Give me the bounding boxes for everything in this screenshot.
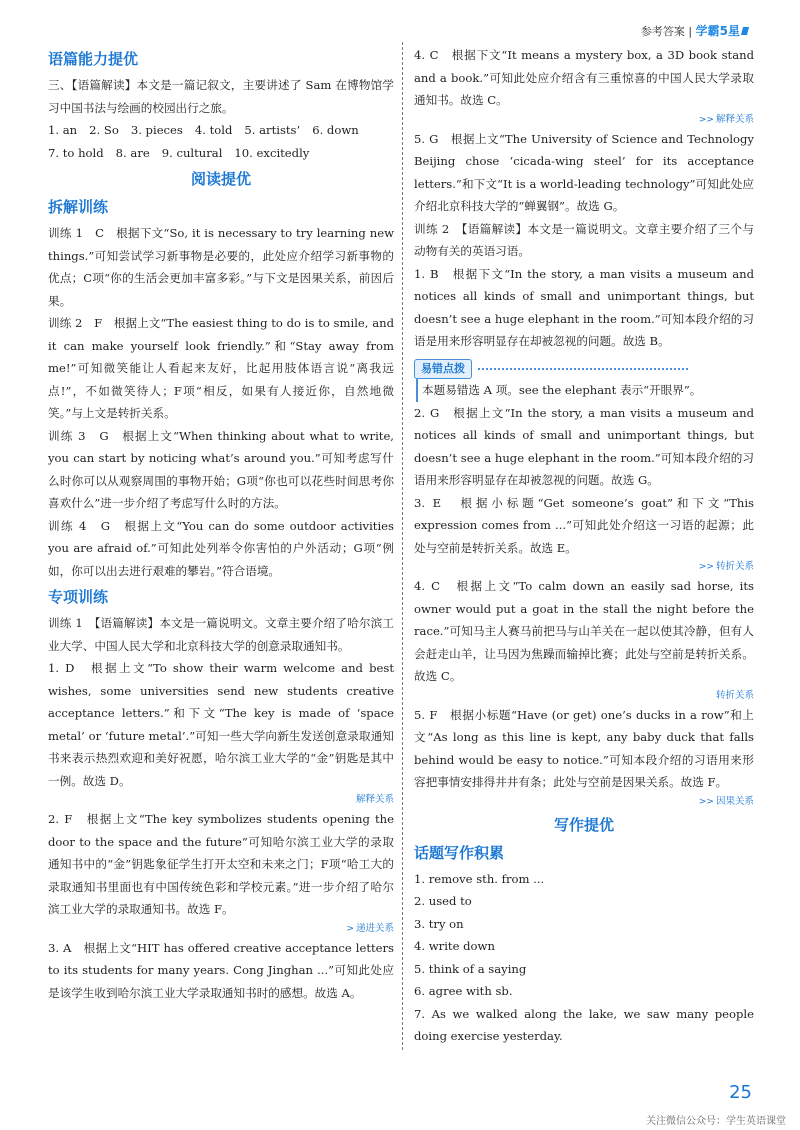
idiom-q1: 1. B 根据下文“In the story, a man visits a museum and notices all kinds of small and unimportant things, but doesn’t see a huge elephant in the room.”可知本段介绍的习语是用来形容明显存在却被忽视的问题。故选 B。 [414,266,754,348]
section-title-topic-writing: 话题写作积累 [414,843,505,862]
tip-text: 本题易错选 A 项。see the elephant 表示“开眼界”。 [416,379,754,402]
answer-item: 8. are [115,145,150,160]
training-4: 训练 4 G 根据上文“You can do some outdoor activities you are afraid of.”可知此处列举令你害怕的户外活动；G项“例如，你可以出去进行艰难的攀岩。”符合语境。 [48,518,394,578]
writing-item: 7. As we walked along the lake, we saw many people doing exercise yesterday. [414,1006,754,1043]
section-title-breakdown: 拆解训练 [48,198,109,216]
training-2: 训练 2 F 根据上文“The easiest thing to do is to smile, and it can make yourself look friendly.”和“Stay away from me!”可知微笑能让人看起来友好，比起用肢体语言说“离我远点!”，不如微笑待人；F项“相反，如果有人接近你，自然地微笑。”与上文是转折关系。 [48,316,394,420]
answer-item: 10. excitedly [234,145,310,160]
idiom-q5: 5. F 根据小标题“Have (or get) one’s ducks in a row”和上文“As long as this line is kept, any baby duck that falls behind would be easy to notice.”可知本段介绍的习语用来形容把事情安排得井井有条；此处与空前是因果关系。故选 F。 [414,707,754,789]
training-3: 训练 3 G 根据上文“When thinking about what to write, you can start by noticing what’s around you.”可知考虑写什么时你可以从观察周围的事物开始；G项“你也可以花些时间思考你喜欢什么”进一步介绍了考虑写什么时的方法。 [48,428,394,510]
relation-tag: >> 因果关系 [698,795,754,807]
answer-item: 1. an [48,123,78,137]
writing-item: 4. write down [414,939,495,953]
header-separator: | [688,25,693,38]
footer-note: 关注微信公众号：学生英语课堂 [646,1116,786,1127]
page-number: 25 [729,1082,752,1103]
left-column [48,44,394,1004]
answer-item: 5. artists’ [244,123,301,137]
answer-item: 4. told [194,123,233,137]
section-title-writing: 写作提优 [553,815,614,834]
idiom-q4: 4. C 根据上文“To calm down an easily sad horse, its owner would put a goat in the stall the night before the race.”可知马主人赛马前把马与山羊关在一起以使其冷静，但有人会赶走山羊，让马因为焦躁而输掉比赛；此处与空前是转折关系。故选 C。 [414,579,754,683]
dotted-divider [478,368,688,370]
writing-item: 5. think of a saying [414,961,527,976]
idiom-q2: 2. G 根据上文“In the story, a man visits a museum and notices all kinds of small and unimportant things, but doesn’t see a huge elephant in the room.”可知本段介绍的习语用来形容明显存在却被忽视的问题。故选 G。 [414,405,754,487]
special-q3: 3. A 根据上文“HIT has offered creative acceptance letters to its students for many years. Cong Jinghan ...”可知此处应是该学生收到哈尔滨工业大学录取通知书时的感想。故选 A。 [48,940,394,1000]
section-title-reading: 阅读提优 [190,170,251,188]
tip-header [414,357,754,380]
idiom-q3: 3. E 根据小标题“Get someone’s goat”和下文“This expression comes from ...”可知此处介绍这一习语的起源；此处与空前是转折关系。故选 E。 [414,495,754,555]
writing-item: 1. remove sth. from ... [414,871,545,886]
discourse-intro: 三、【语篇解读】本文是一篇记叙文，主要讲述了 Sam 在博物馆学习中国书法与绘画的校园出行之旅。 [48,78,394,115]
writing-item: 6. agree with sb. [414,984,513,998]
answer-item: 3. pieces [130,123,183,137]
writing-item: 2. used to [414,894,472,908]
special-q4: 4. C 根据下文“It means a mystery box, a 3D book stand and a book.”可知此处应介绍含有三重惊喜的中国人民大学录取通知书。故选 C。 [414,48,754,107]
column-divider [402,42,403,1050]
relation-tag: 解释关系 [355,794,394,805]
section-title-special: 专项训练 [48,588,109,606]
relation-tag: >> 解释关系 [698,113,754,125]
relation-tag: > 递进关系 [346,922,394,934]
brand-logo: 学霸5星 [695,24,740,38]
special-q1: 1. D 根据上文“To show their warm welcome and best wishes, some universities send new students creative acceptance letters.”和下文“The key is made of ‘space metal’ or ‘future metal’.”可知一些大学向新生发送创意录取通知书来表示热烈欢迎和美好祝愿，哈尔滨工业大学的“金”钥匙是其中一例。故选 D。 [48,661,394,788]
training-1: 训练 1 C 根据下文“So, it is necessary to try learning new things.”可知尝试学习新事物是必要的，此处应介绍学习新事物的优点；C项“你的生活会更加丰富多彩。”与下文是因果关系，前因后果。 [48,226,394,308]
page-header [641,22,748,39]
tip-badge: 易错点拨 [414,359,472,379]
right-column [414,44,754,1048]
special-q5: 5. G 根据上文“The University of Science and Technology Beijing chose ‘cicada-wing steel’ for its acceptance letters.”和下文“It is a world-leading technology”可知此处应介绍北京科技大学的“蝉翼钢”。故选 G。 [414,131,754,213]
relation-tag: >> 转折关系 [698,561,754,572]
answer-item: 2. So [89,123,119,137]
flag-icon [741,27,749,35]
special-q2: 2. F 根据上文“The key symbolizes students opening the door to the space and the future”可知哈尔滨工业大学的录取通知书中的“金”钥匙象征学生打开太空和未来之门；F项“哈工大的录取通知书里面也有中国传统色彩和学校元素。”进一步介绍了哈尔滨工业大学的录取通知书。故选 F。 [48,812,394,916]
section-title-discourse: 语篇能力提优 [48,50,139,68]
answer-list [48,119,394,164]
training-2-intro: 训练 2 【语篇解读】本文是一篇说明文。文章主要介绍了三个与动物有关的英语习语。 [414,221,754,258]
special-intro: 训练 1 【语篇解读】本文是一篇说明文。文章主要介绍了哈尔滨工业大学、中国人民大学和北京科技大学的创意录取通知书。 [48,616,394,653]
answer-item: 9. cultural [161,145,223,160]
answer-item: 6. down [312,123,359,137]
answer-item: 7. to hold [48,145,104,160]
header-label: 参考答案 [640,25,685,38]
relation-tag: 转折关系 [715,689,754,701]
writing-item: 3. try on [414,916,464,931]
